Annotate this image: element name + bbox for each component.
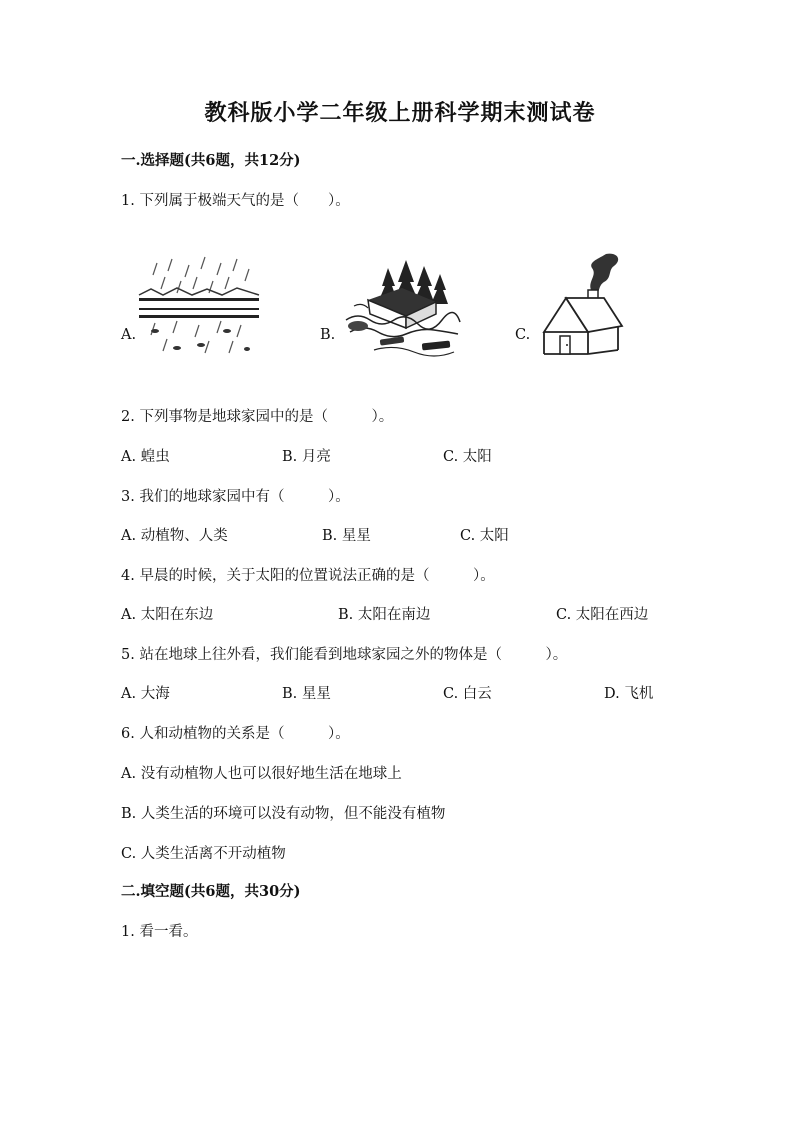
q5-option-c: C. 白云 <box>443 686 492 702</box>
question-5: 5. 站在地球上往外看，我们能看到地球家园之外的物体是（ ）。 <box>121 647 568 663</box>
q2-option-a: A. 蝗虫 <box>121 449 170 465</box>
question-1: 1. 下列属于极端天气的是（ ）。 <box>121 193 350 209</box>
flood-scene-image <box>344 258 462 358</box>
q3-option-b: B. 星星 <box>322 528 371 544</box>
q3-option-a: A. 动植物、人类 <box>121 528 228 544</box>
q5-option-b: B. 星星 <box>282 686 331 702</box>
q1-option-a-label: A. <box>121 327 137 343</box>
section-heading-fill-blank: 二.填空题(共6题，共30分) <box>121 883 301 900</box>
question-6: 6. 人和动植物的关系是（ ）。 <box>121 726 350 742</box>
q1-option-b-label: B. <box>320 327 336 343</box>
question-3: 3. 我们的地球家园中有（ ）。 <box>121 489 350 505</box>
q4-option-b: B. 太阳在南边 <box>338 607 431 623</box>
house-chimney-image <box>540 252 624 356</box>
q6-option-a: A. 没有动植物人也可以很好地生活在地球上 <box>121 766 402 782</box>
q6-option-b: B. 人类生活的环境可以没有动物，但不能没有植物 <box>121 806 446 822</box>
fill-question-1: 1. 看一看。 <box>121 924 198 940</box>
rain-scene-image <box>137 253 262 361</box>
section-heading-choice: 一.选择题(共6题，共12分) <box>121 152 301 169</box>
q4-option-a: A. 太阳在东边 <box>121 607 214 623</box>
q2-option-b: B. 月亮 <box>282 449 331 465</box>
q2-option-c: C. 太阳 <box>443 449 492 465</box>
page-title: 教科版小学二年级上册科学期末测试卷 <box>204 100 596 126</box>
question-2: 2. 下列事物是地球家园中的是（ ）。 <box>121 409 394 425</box>
q5-option-d: D. 飞机 <box>604 686 654 702</box>
q4-option-c: C. 太阳在西边 <box>556 607 649 623</box>
question-4: 4. 早晨的时候，关于太阳的位置说法正确的是（ ）。 <box>121 568 495 584</box>
q3-option-c: C. 太阳 <box>460 528 509 544</box>
q1-option-c-label: C. <box>515 327 531 343</box>
q5-option-a: A. 大海 <box>121 686 170 702</box>
q6-option-c: C. 人类生活离不开动植物 <box>121 846 286 862</box>
